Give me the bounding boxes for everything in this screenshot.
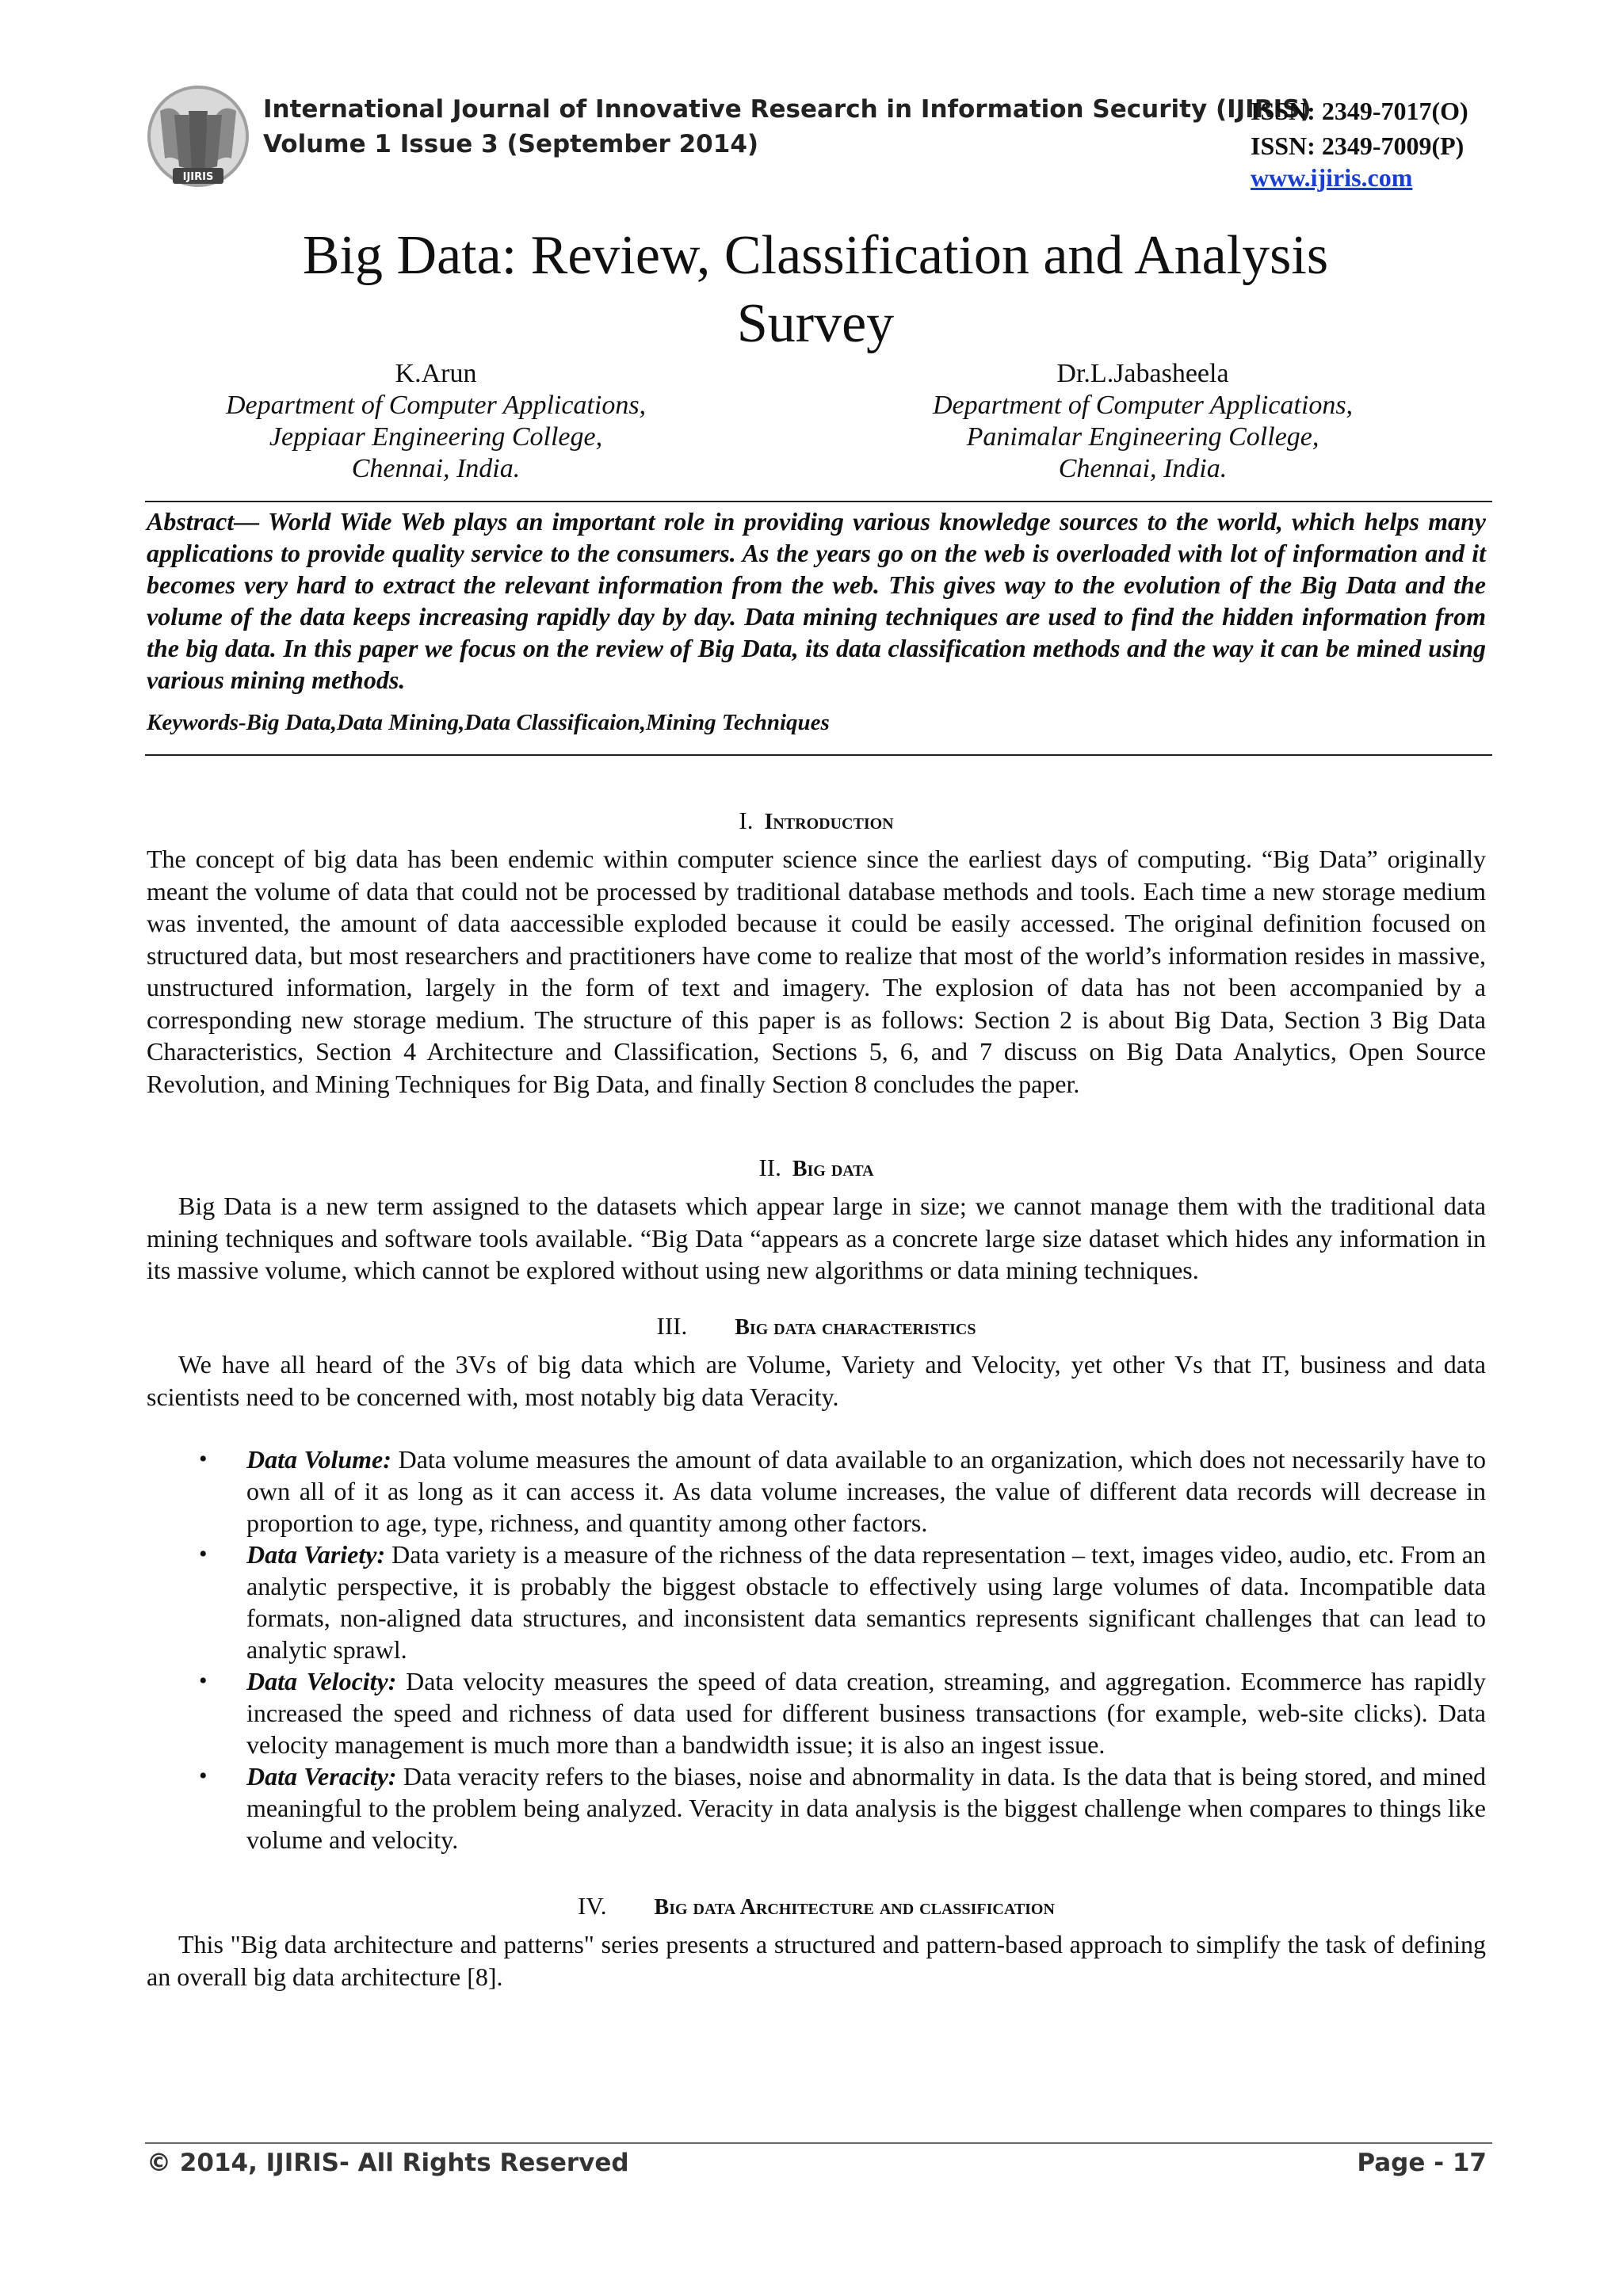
- copyright-notice: © 2014, IJIRIS- All Rights Reserved: [147, 2149, 629, 2177]
- author-college: Panimalar Engineering College,: [966, 422, 1319, 452]
- journal-website-link[interactable]: www.ijiris.com: [1251, 163, 1413, 192]
- section-heading-architecture: [147, 1892, 1486, 1920]
- list-item-text: Data volume measures the amount of data available to an organization, which does not necessarily have to own all of it as long as it can access it. As data volume increases, the value of different data records will decrease in proportion to age, type, richness, and quantity among other factors.: [246, 1445, 1487, 1537]
- list-item: [147, 1665, 1486, 1760]
- bullet-icon: •: [199, 1446, 208, 1472]
- author-city: Chennai, India.: [1058, 454, 1228, 483]
- abstract-bottom-divider: [145, 754, 1492, 756]
- journal-name: International Journal of Innovative Research in Information Security (IJIRIS): [263, 95, 1312, 124]
- issn-online: ISSN: 2349-7017(O): [1251, 97, 1468, 125]
- keywords: Keywords-Big Data,Data Mining,Data Classificaion,Mining Techniques: [147, 710, 830, 735]
- section-heading-characteristics: [147, 1312, 1486, 1341]
- logo-text: IJIRIS: [182, 171, 214, 183]
- title-line-1: Big Data: Review, Classification and Analysis: [302, 225, 1329, 286]
- section-number: II.: [758, 1154, 781, 1181]
- author-block-2: [842, 358, 1444, 485]
- page-number: Page - 17: [1357, 2149, 1487, 2177]
- list-item-term: Data Velocity:: [246, 1667, 397, 1695]
- big-data-paragraph: Big Data is a new term assigned to the datasets which appear large in size; we cannot manage them with the traditional data mining techniques and software tools available. “Big Data “appears as a concrete large size dataset which hides any information in its massive volume, which cannot be explored without using new algorithms or data mining techniques.: [147, 1192, 1486, 1284]
- list-item: [147, 1444, 1486, 1539]
- bullet-icon: •: [199, 1763, 208, 1789]
- bullet-icon: •: [199, 1541, 208, 1567]
- journal-volume: Volume 1 Issue 3 (September 2014): [263, 130, 759, 158]
- list-item-text: Data variety is a measure of the richness of the data representation – text, images video, audio, etc. From an analytic perspective, it is probably the biggest obstacle to effectively using large volumes of data. Incompatible data formats, non-aligned data structures, and inconsistent data semantics represents significant challenges that can lead to analytic sprawl.: [246, 1540, 1487, 1664]
- author-department: Department of Computer Applications,: [932, 391, 1354, 420]
- list-item-term: Data Veracity:: [246, 1762, 397, 1791]
- characteristics-paragraph: We have all heard of the 3Vs of big data which are Volume, Variety and Velocity, yet other Vs that IT, business and data scientists need to be concerned with, most notably big data Veracity.: [147, 1350, 1486, 1411]
- section-heading-introduction: [147, 807, 1486, 835]
- section-number: III.: [656, 1312, 688, 1340]
- section-title: Big data Architecture and classification: [654, 1895, 1055, 1920]
- list-item-term: Data Volume:: [246, 1445, 391, 1474]
- list-item-text: Data velocity measures the speed of data creation, streaming, and aggregation. Ecommerce has rapidly increased the speed and richness of data used for different business transactions (for example, web-site clicks). Data velocity management is much more than a bandwidth issue; it is also an ingest issue.: [246, 1667, 1487, 1759]
- footer-divider: [145, 2142, 1492, 2144]
- author-block-1: [135, 358, 737, 485]
- section-heading-big-data: [147, 1154, 1486, 1182]
- author-city: Chennai, India.: [351, 454, 521, 483]
- section-title: Introduction: [764, 810, 894, 834]
- title-line-2: Survey: [736, 293, 895, 354]
- author-name: Dr.L.Jabasheela: [1056, 359, 1229, 388]
- issn-print: ISSN: 2349-7009(P): [1251, 132, 1465, 160]
- section-title: Big data characteristics: [735, 1315, 976, 1340]
- author-name: K.Arun: [395, 359, 477, 388]
- architecture-paragraph: This "Big data architecture and patterns" series presents a structured and pattern-based approach to simplify the task of defining an overall big data architecture [8].: [147, 1930, 1486, 1991]
- list-item-term: Data Variety:: [246, 1540, 386, 1569]
- bullet-icon: •: [199, 1668, 208, 1694]
- list-item: [147, 1760, 1486, 1855]
- abstract: Abstract— World Wide Web plays an important role in providing various knowledge sources to the world, which helps many applications to provide quality service to the consumers. As the years go on the web is overloaded with lot of information and it becomes very hard to extract the relevant information from the web. This gives way to the evolution of the Big Data and the volume of the data keeps increasing rapidly day by day. Data mining techniques are used to find the hidden information from the big data. In this paper we focus on the review of Big Data, its data classification methods and the way it can be mined using various mining methods.: [147, 507, 1486, 694]
- introduction-paragraph: The concept of big data has been endemic within computer science since the earliest days of computing. “Big Data” originally meant the volume of data that could not be processed by traditional database methods and tools. Each time a new storage medium was invented, the amount of data aaccessible exploded because it could be easily accessed. The original definition focused on structured data, but most researchers and practitioners have come to realize that most of the world’s information resides in massive, unstructured information, largely in the form of text and imagery. The explosion of data has not been accompanied by a corresponding new storage medium. The structure of this paper is as follows: Section 2 is about Big Data, Section 3 Big Data Characteristics, Section 4 Architecture and Classification, Sections 5, 6, and 7 discuss on Big Data Analytics, Open Source Revolution, and Mining Techniques for Big Data, and finally Section 8 concludes the paper.: [147, 845, 1486, 1098]
- abstract-top-divider: [145, 501, 1492, 502]
- paper-title: [111, 222, 1520, 358]
- list-item: [147, 1539, 1486, 1665]
- characteristics-list: [147, 1444, 1486, 1855]
- journal-logo: [143, 79, 254, 198]
- author-department: Department of Computer Applications,: [225, 391, 647, 420]
- list-item-text: Data veracity refers to the biases, noise and abnormality in data. Is the data that is being stored, and mined meaningful to the problem being analyzed. Veracity in data analysis is the biggest challenge when compares to things like volume and velocity.: [246, 1762, 1487, 1854]
- section-title: Big data: [792, 1157, 874, 1181]
- author-college: Jeppiaar Engineering College,: [269, 422, 603, 452]
- section-number: I.: [739, 807, 754, 834]
- section-number: IV.: [578, 1892, 607, 1920]
